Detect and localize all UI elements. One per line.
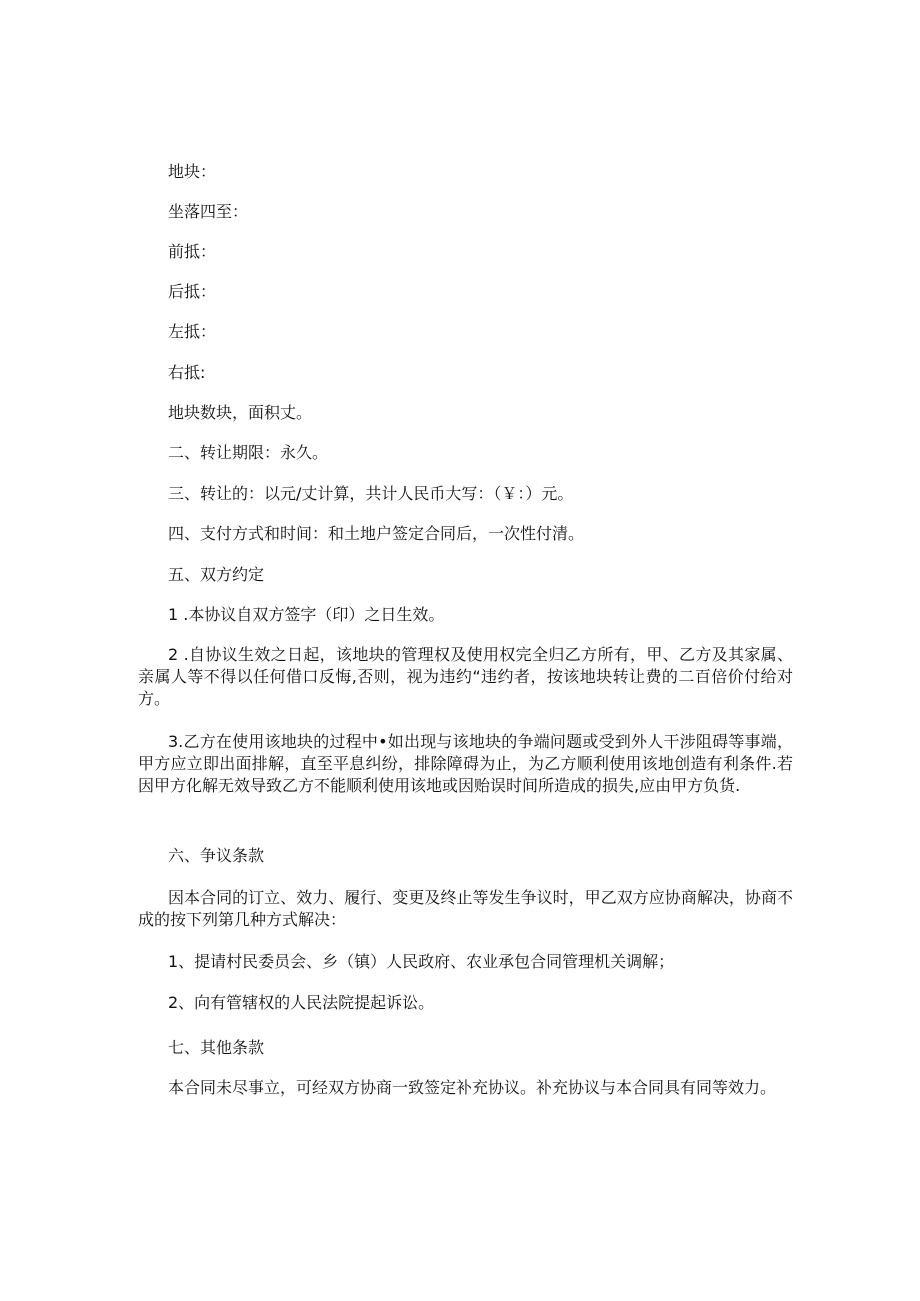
section-6-heading: 六、争议条款 xyxy=(168,846,265,865)
plot-right-label: 右抵: xyxy=(168,363,206,382)
section-4-payment: 四、支付方式和时间：和土地户签定合同后，一次性付清。 xyxy=(168,524,585,543)
section-5-item-3: 3.乙方在使用该地块的过程中•如出现与该地块的争端问题或受到外人干涉阻碍等事端，甲方应立即出面排解，直至平息纠纷，排除障碍为止，为乙方顺利使用该地创造有利条件.若因甲方化解无效导致乙方不能顺利使用该地或因贻误时间所造成的损失,应由甲方负货. xyxy=(138,732,793,795)
section-6-option-1: 1、提请村民委员会、乡（镇）人民政府、农业承包合同管理机关调解； xyxy=(168,952,675,971)
plot-parcel-label: 地块： xyxy=(168,162,217,181)
plot-back-label: 后抵： xyxy=(168,282,217,301)
section-5-item-2: 2 .自协议生效之日起，该地块的管理权及使用权完全归乙方所有，甲、乙方及其家属、亲属人等不得以任何借口反悔,否则，视为违约“违约者，按该地块转让费的二百倍价付给对方。 xyxy=(138,645,793,708)
section-3-price: 三、转让的：以元/丈计算，共计人民币大写：（￥：）元。 xyxy=(168,484,574,503)
section-6-option-2: 2、向有管辖权的人民法院提起诉讼。 xyxy=(168,993,435,1012)
plot-parcel-count: 地块数块，面积丈。 xyxy=(168,403,313,422)
plot-front-label: 前抵： xyxy=(168,242,217,261)
section-6-intro: 因本合同的订立、效力、履行、变更及终止等发生争议时，甲乙双方应协商解决，协商不成的按下列第几种方式解决： xyxy=(138,888,793,929)
section-5-item-1: 1 .本协议自双方签字（印）之日生效。 xyxy=(168,605,445,624)
plot-location-bounds-label: 坐落四至： xyxy=(168,202,249,221)
section-7-body: 本合同未尽事立，可经双方协商一致签定补充协议。补充协议与本合同具有同等效力。 xyxy=(168,1078,777,1097)
section-7-heading: 七、其他条款 xyxy=(168,1038,265,1057)
section-2-term: 二、转让期限：永久。 xyxy=(168,443,329,462)
plot-left-label: 左抵： xyxy=(168,322,217,341)
section-5-heading: 五、双方约定 xyxy=(168,565,265,584)
